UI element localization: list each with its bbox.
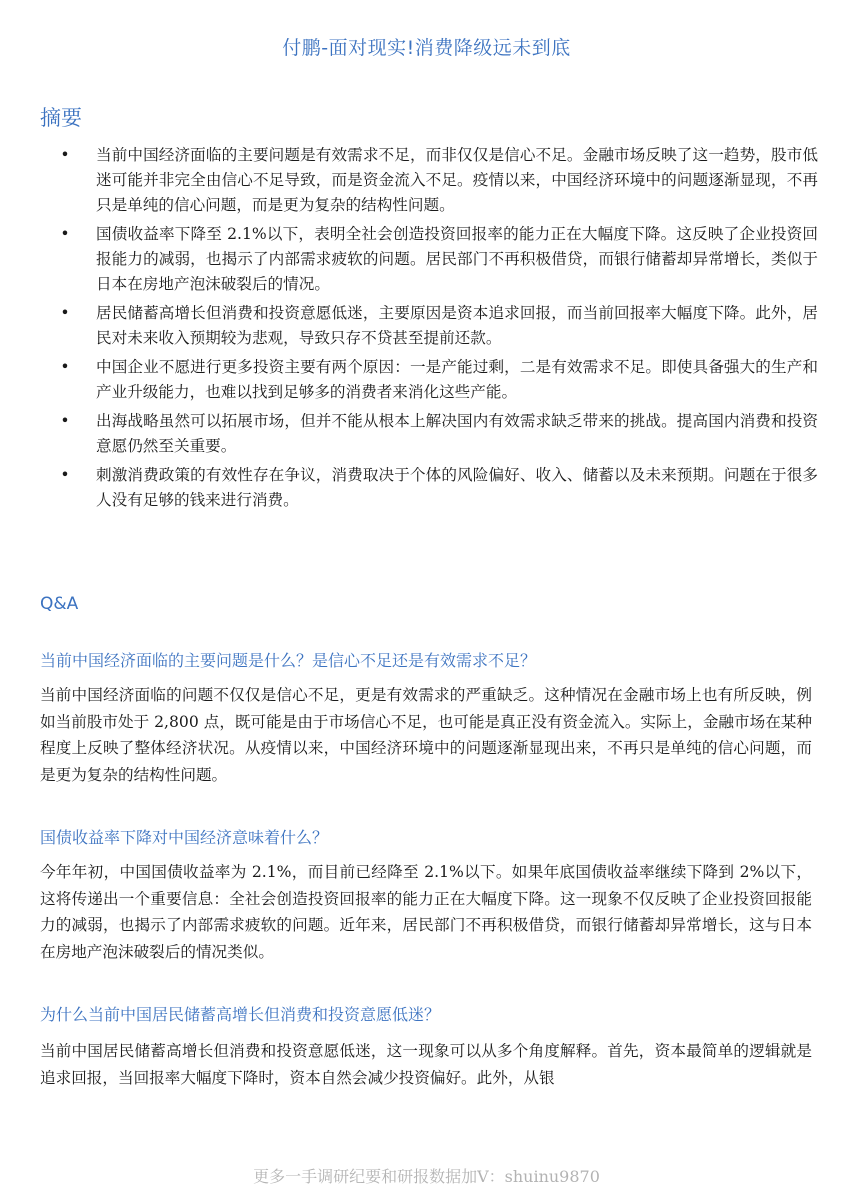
qa-heading: Q&A [40,594,79,614]
bullet-marker: • [60,358,70,376]
qa-answer: 当前中国居民储蓄高增长但消费和投资意愿低迷，这一现象可以从多个角度解释。首先，资本最简单的逻辑就是追求回报，当回报率大幅度下降时，资本自然会减少投资偏好。此外，从银 [40,1042,812,1087]
footer-watermark-text: 更多一手调研纪要和研报数据加V：shuinu9870 [253,1167,600,1186]
qa-question: 当前中国经济面临的主要问题是什么？是信心不足还是有效需求不足？ [40,651,537,670]
summary-bullet-text: 当前中国经济面临的主要问题是有效需求不足，而非仅仅是信心不足。金融市场反映了这一趋势，股市低迷可能并非完全由信心不足导致，而是资金流入不足。疫情以来，中国经济环境中的问题逐渐显现，不再只是单纯的信心问题，而是更为复杂的结构性问题。 [96,146,818,214]
summary-heading: 摘要 [40,106,82,130]
summary-bullet-text: 出海战略虽然可以拓展市场，但并不能从根本上解决国内有效需求缺乏带来的挑战。提高国内消费和投资意愿仍然至关重要。 [96,412,818,455]
summary-bullet [58,143,818,218]
bullet-marker: • [60,466,70,484]
bullet-marker: • [60,146,70,164]
qa-question: 国债收益率下降对中国经济意味着什么？ [40,828,329,847]
document-title: 付鹏-面对现实!消费降级远未到底 [282,37,571,59]
summary-bullet-list [58,143,818,517]
summary-bullet [58,222,818,297]
bullet-marker: • [60,304,70,322]
summary-bullet [58,409,818,459]
summary-bullet-text: 居民储蓄高增长但消费和投资意愿低迷，主要原因是资本追求回报，而当前回报率大幅度下降。此外，居民对未来收入预期较为悲观，导致只存不贷甚至提前还款。 [96,304,818,347]
summary-bullet-text: 国债收益率下降至 2.1%以下，表明全社会创造投资回报率的能力正在大幅度下降。这反映了企业投资回报能力的减弱，也揭示了内部需求疲软的问题。居民部门不再积极借贷，而银行储蓄却异常增长，类似于日本在房地产泡沫破裂后的情况。 [96,225,818,293]
summary-bullet [58,301,818,351]
summary-bullet [58,355,818,405]
summary-bullet-text: 刺激消费政策的有效性存在争议，消费取决于个体的风险偏好、收入、储蓄以及未来预期。问题在于很多人没有足够的钱来进行消费。 [96,466,818,509]
summary-bullet [58,463,818,513]
qa-answer: 今年年初，中国国债收益率为 2.1%，而目前已经降至 2.1%以下。如果年底国债收益率继续下降到 2%以下，这将传递出一个重要信息：全社会创造投资回报率的能力正在大幅度下降。这一现象不仅反映了企业投资回报能力的减弱，也揭示了内部需求疲软的问题。近年来，居民部门不再积极借贷，而银行储蓄却异常增长，这与日本在房地产泡沫破裂后的情况类似。 [40,863,812,961]
bullet-marker: • [60,412,70,430]
summary-bullet-text: 中国企业不愿进行更多投资主要有两个原因：一是产能过剩，二是有效需求不足。即使具备强大的生产和产业升级能力，也难以找到足够多的消费者来消化这些产能。 [96,358,818,401]
qa-answer: 当前中国经济面临的问题不仅仅是信心不足，更是有效需求的严重缺乏。这种情况在金融市场上也有所反映，例如当前股市处于 2,800 点，既可能是由于市场信心不足，也可能是真正没有资金流入。实际上，金融市场在某种程度上反映了整体经济状况。从疫情以来，中国经济环境中的问题逐渐显现出来，不再只是单纯的信心问题，而是更为复杂的结构性问题。 [40,686,812,784]
bullet-marker: • [60,225,70,243]
qa-question: 为什么当前中国居民储蓄高增长但消费和投资意愿低迷？ [40,1005,441,1024]
